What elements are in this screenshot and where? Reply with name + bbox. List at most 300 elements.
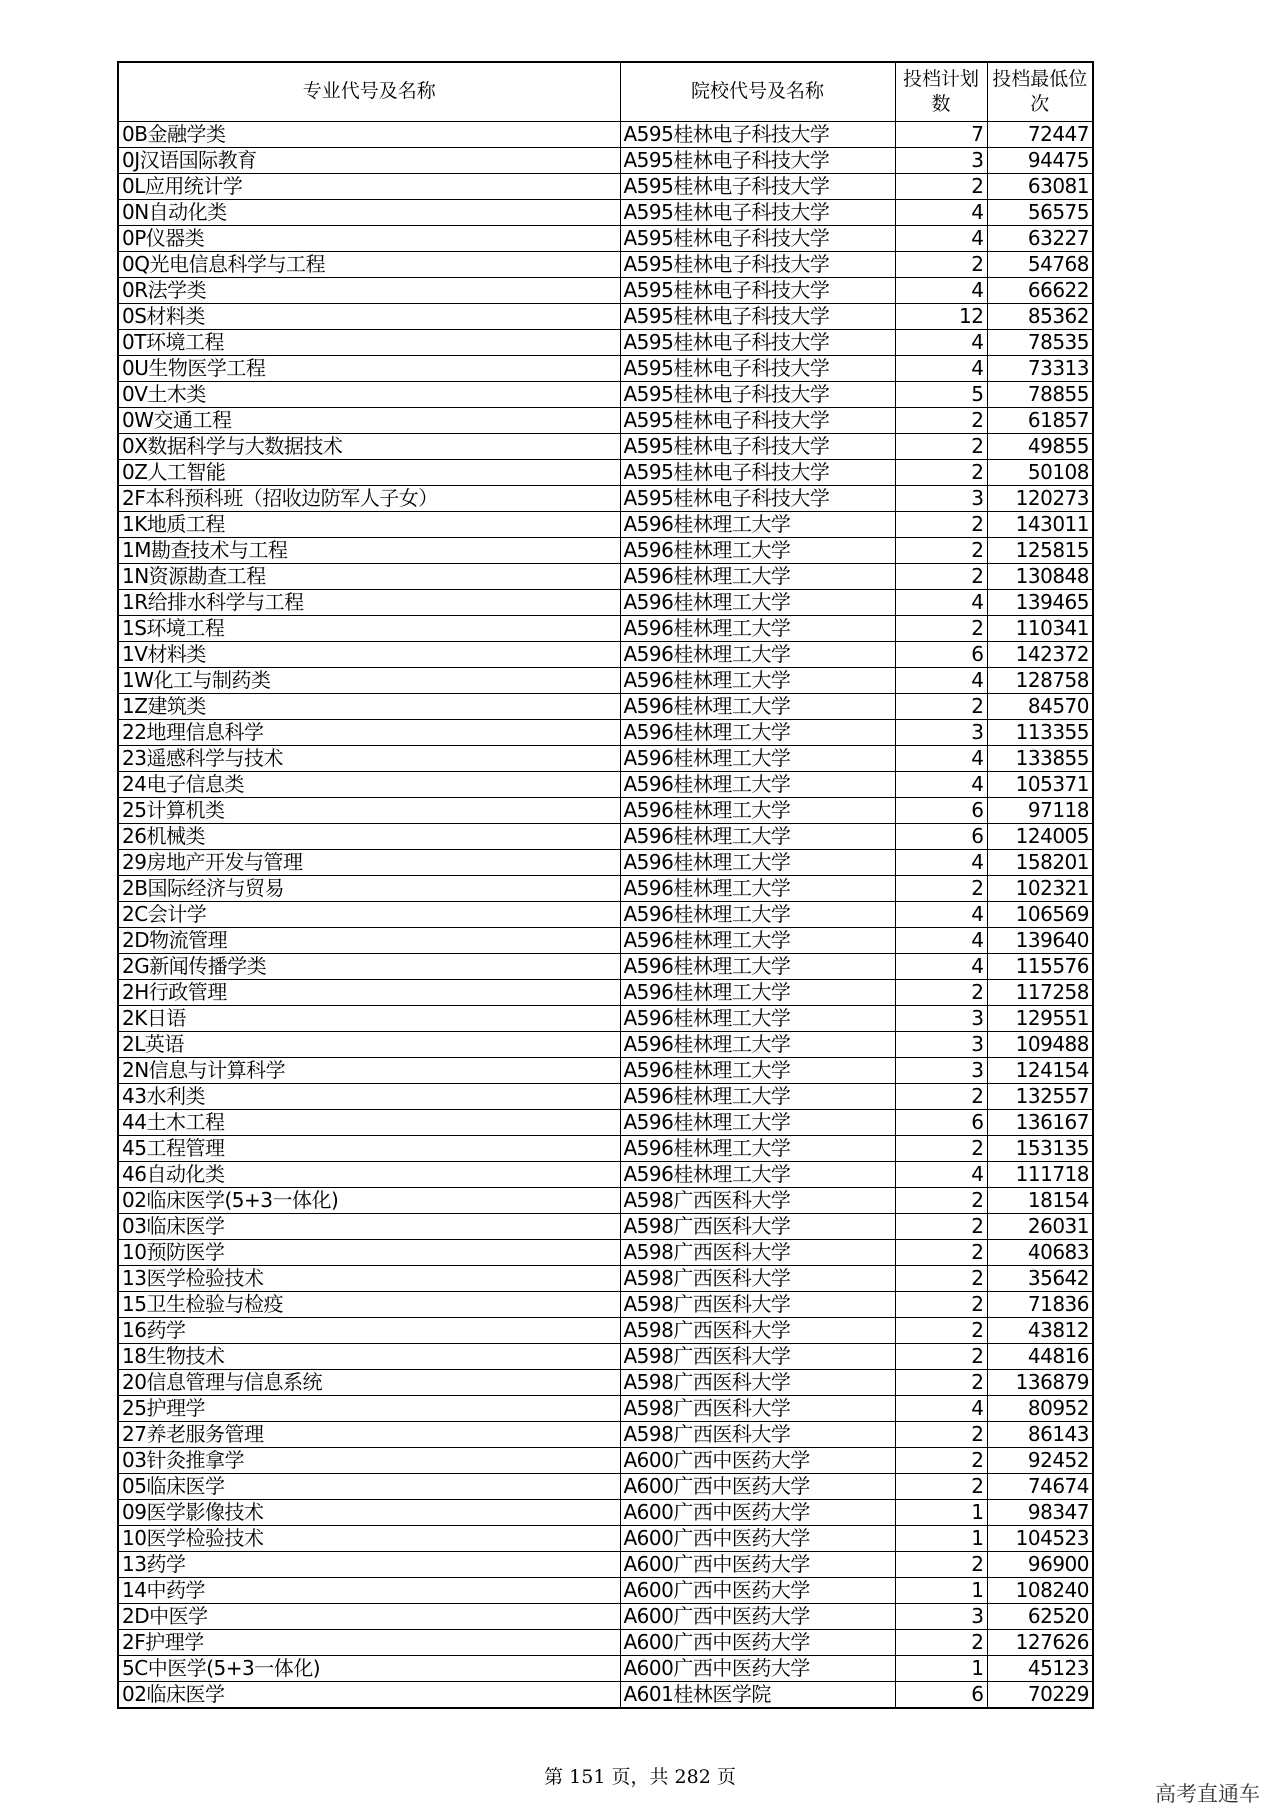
rank-cell: 80952 (987, 1395, 1093, 1421)
school-cell: A595桂林电子科技大学 (620, 173, 895, 199)
table-row (118, 173, 1093, 199)
school-cell: A598广西医科大学 (620, 1395, 895, 1421)
plan-cell: 4 (895, 953, 987, 979)
rank-cell: 110341 (987, 615, 1093, 641)
rank-cell: 72447 (987, 121, 1093, 147)
plan-cell: 2 (895, 693, 987, 719)
plan-cell: 7 (895, 121, 987, 147)
table-row (118, 1083, 1093, 1109)
rank-cell: 115576 (987, 953, 1093, 979)
table-row (118, 433, 1093, 459)
rank-cell: 108240 (987, 1577, 1093, 1603)
plan-cell: 6 (895, 1681, 987, 1708)
admission-table (117, 61, 1094, 1709)
rank-cell: 84570 (987, 693, 1093, 719)
rank-cell: 70229 (987, 1681, 1093, 1708)
school-cell: A595桂林电子科技大学 (620, 433, 895, 459)
major-cell: 0N自动化类 (118, 199, 620, 225)
major-cell: 13药学 (118, 1551, 620, 1577)
plan-cell: 2 (895, 1421, 987, 1447)
table-row (118, 303, 1093, 329)
rank-cell: 78535 (987, 329, 1093, 355)
school-cell: A598广西医科大学 (620, 1265, 895, 1291)
table-row (118, 1135, 1093, 1161)
plan-cell: 6 (895, 641, 987, 667)
table-row (118, 979, 1093, 1005)
table-body (118, 121, 1093, 1708)
rank-cell: 102321 (987, 875, 1093, 901)
school-cell: A596桂林理工大学 (620, 1005, 895, 1031)
rank-cell: 49855 (987, 433, 1093, 459)
watermark: 高考直通车 (1155, 1782, 1260, 1806)
rank-cell: 136879 (987, 1369, 1093, 1395)
plan-cell: 2 (895, 1135, 987, 1161)
rank-cell: 128758 (987, 667, 1093, 693)
school-cell: A596桂林理工大学 (620, 927, 895, 953)
major-cell: 18生物技术 (118, 1343, 620, 1369)
header-school: 院校代号及名称 (620, 62, 895, 121)
rank-cell: 56575 (987, 199, 1093, 225)
plan-cell: 2 (895, 1629, 987, 1655)
rank-cell: 143011 (987, 511, 1093, 537)
rank-cell: 142372 (987, 641, 1093, 667)
plan-cell: 4 (895, 901, 987, 927)
plan-cell: 2 (895, 1447, 987, 1473)
plan-cell: 4 (895, 1395, 987, 1421)
school-cell: A596桂林理工大学 (620, 1109, 895, 1135)
major-cell: 1V材料类 (118, 641, 620, 667)
school-cell: A596桂林理工大学 (620, 771, 895, 797)
table-row (118, 1265, 1093, 1291)
table-row (118, 1213, 1093, 1239)
school-cell: A595桂林电子科技大学 (620, 355, 895, 381)
table-row (118, 147, 1093, 173)
school-cell: A600广西中医药大学 (620, 1525, 895, 1551)
rank-cell: 124154 (987, 1057, 1093, 1083)
table-row (118, 1317, 1093, 1343)
table-row (118, 1551, 1093, 1577)
rank-cell: 136167 (987, 1109, 1093, 1135)
rank-cell: 139465 (987, 589, 1093, 615)
major-cell: 0X数据科学与大数据技术 (118, 433, 620, 459)
table-row (118, 745, 1093, 771)
rank-cell: 97118 (987, 797, 1093, 823)
school-cell: A596桂林理工大学 (620, 823, 895, 849)
table-row (118, 485, 1093, 511)
plan-cell: 4 (895, 849, 987, 875)
school-cell: A600广西中医药大学 (620, 1551, 895, 1577)
table-row (118, 1473, 1093, 1499)
plan-cell: 2 (895, 459, 987, 485)
plan-cell: 4 (895, 199, 987, 225)
plan-cell: 2 (895, 1083, 987, 1109)
rank-cell: 130848 (987, 563, 1093, 589)
rank-cell: 127626 (987, 1629, 1093, 1655)
plan-cell: 2 (895, 1343, 987, 1369)
plan-cell: 4 (895, 1161, 987, 1187)
major-cell: 43水利类 (118, 1083, 620, 1109)
major-cell: 1M勘查技术与工程 (118, 537, 620, 563)
table-row (118, 199, 1093, 225)
rank-cell: 54768 (987, 251, 1093, 277)
school-cell: A595桂林电子科技大学 (620, 225, 895, 251)
major-cell: 23遥感科学与技术 (118, 745, 620, 771)
plan-cell: 2 (895, 1291, 987, 1317)
header-rank: 投档最低位次 (987, 62, 1093, 121)
plan-cell: 2 (895, 537, 987, 563)
school-cell: A596桂林理工大学 (620, 1057, 895, 1083)
major-cell: 10预防医学 (118, 1239, 620, 1265)
table-row (118, 1421, 1093, 1447)
major-cell: 46自动化类 (118, 1161, 620, 1187)
table-row (118, 1369, 1093, 1395)
table-row (118, 225, 1093, 251)
rank-cell: 104523 (987, 1525, 1093, 1551)
school-cell: A595桂林电子科技大学 (620, 277, 895, 303)
major-cell: 2N信息与计算科学 (118, 1057, 620, 1083)
table-row (118, 1603, 1093, 1629)
school-cell: A600广西中医药大学 (620, 1655, 895, 1681)
table-row (118, 797, 1093, 823)
school-cell: A596桂林理工大学 (620, 1031, 895, 1057)
rank-cell: 86143 (987, 1421, 1093, 1447)
rank-cell: 105371 (987, 771, 1093, 797)
table-row (118, 277, 1093, 303)
school-cell: A601桂林医学院 (620, 1681, 895, 1708)
plan-cell: 5 (895, 381, 987, 407)
plan-cell: 2 (895, 1239, 987, 1265)
plan-cell: 6 (895, 797, 987, 823)
plan-cell: 4 (895, 745, 987, 771)
major-cell: 14中药学 (118, 1577, 620, 1603)
table-row (118, 459, 1093, 485)
rank-cell: 73313 (987, 355, 1093, 381)
rank-cell: 78855 (987, 381, 1093, 407)
table-row (118, 1681, 1093, 1708)
table-row (118, 823, 1093, 849)
major-cell: 10医学检验技术 (118, 1525, 620, 1551)
table-row (118, 771, 1093, 797)
table-row (118, 1291, 1093, 1317)
school-cell: A600广西中医药大学 (620, 1499, 895, 1525)
table-row (118, 667, 1093, 693)
plan-cell: 2 (895, 1551, 987, 1577)
major-cell: 2C会计学 (118, 901, 620, 927)
rank-cell: 63081 (987, 173, 1093, 199)
plan-cell: 2 (895, 511, 987, 537)
major-cell: 27养老服务管理 (118, 1421, 620, 1447)
plan-cell: 3 (895, 1057, 987, 1083)
plan-cell: 4 (895, 667, 987, 693)
school-cell: A596桂林理工大学 (620, 537, 895, 563)
school-cell: A596桂林理工大学 (620, 563, 895, 589)
plan-cell: 6 (895, 1109, 987, 1135)
plan-cell: 2 (895, 1265, 987, 1291)
school-cell: A596桂林理工大学 (620, 1083, 895, 1109)
plan-cell: 2 (895, 1369, 987, 1395)
school-cell: A598广西医科大学 (620, 1369, 895, 1395)
school-cell: A598广西医科大学 (620, 1187, 895, 1213)
rank-cell: 50108 (987, 459, 1093, 485)
table-row (118, 329, 1093, 355)
rank-cell: 113355 (987, 719, 1093, 745)
major-cell: 02临床医学 (118, 1681, 620, 1708)
table-row (118, 1395, 1093, 1421)
plan-cell: 1 (895, 1577, 987, 1603)
major-cell: 1S环境工程 (118, 615, 620, 641)
table-row (118, 1525, 1093, 1551)
major-cell: 2K日语 (118, 1005, 620, 1031)
school-cell: A596桂林理工大学 (620, 589, 895, 615)
school-cell: A595桂林电子科技大学 (620, 121, 895, 147)
school-cell: A596桂林理工大学 (620, 693, 895, 719)
plan-cell: 2 (895, 251, 987, 277)
major-cell: 26机械类 (118, 823, 620, 849)
major-cell: 1R给排水科学与工程 (118, 589, 620, 615)
school-cell: A596桂林理工大学 (620, 901, 895, 927)
rank-cell: 125815 (987, 537, 1093, 563)
major-cell: 2G新闻传播学类 (118, 953, 620, 979)
major-cell: 0S材料类 (118, 303, 620, 329)
table-row (118, 121, 1093, 147)
table-row (118, 511, 1093, 537)
major-cell: 09医学影像技术 (118, 1499, 620, 1525)
school-cell: A598广西医科大学 (620, 1343, 895, 1369)
rank-cell: 94475 (987, 147, 1093, 173)
plan-cell: 4 (895, 771, 987, 797)
admission-table-container (117, 61, 1092, 1709)
rank-cell: 85362 (987, 303, 1093, 329)
major-cell: 1Z建筑类 (118, 693, 620, 719)
school-cell: A598广西医科大学 (620, 1239, 895, 1265)
major-cell: 24电子信息类 (118, 771, 620, 797)
major-cell: 2F护理学 (118, 1629, 620, 1655)
plan-cell: 2 (895, 979, 987, 1005)
school-cell: A600广西中医药大学 (620, 1447, 895, 1473)
table-row (118, 563, 1093, 589)
major-cell: 13医学检验技术 (118, 1265, 620, 1291)
school-cell: A600广西中医药大学 (620, 1473, 895, 1499)
major-cell: 25护理学 (118, 1395, 620, 1421)
rank-cell: 124005 (987, 823, 1093, 849)
school-cell: A595桂林电子科技大学 (620, 459, 895, 485)
rank-cell: 120273 (987, 485, 1093, 511)
school-cell: A600广西中医药大学 (620, 1629, 895, 1655)
plan-cell: 3 (895, 719, 987, 745)
plan-cell: 6 (895, 823, 987, 849)
rank-cell: 133855 (987, 745, 1093, 771)
plan-cell: 2 (895, 407, 987, 433)
major-cell: 44土木工程 (118, 1109, 620, 1135)
table-header-row (118, 62, 1093, 121)
school-cell: A596桂林理工大学 (620, 875, 895, 901)
plan-cell: 2 (895, 1213, 987, 1239)
table-row (118, 693, 1093, 719)
major-cell: 0J汉语国际教育 (118, 147, 620, 173)
school-cell: A596桂林理工大学 (620, 641, 895, 667)
rank-cell: 35642 (987, 1265, 1093, 1291)
school-cell: A595桂林电子科技大学 (620, 199, 895, 225)
plan-cell: 1 (895, 1525, 987, 1551)
major-cell: 05临床医学 (118, 1473, 620, 1499)
major-cell: 0Z人工智能 (118, 459, 620, 485)
plan-cell: 3 (895, 1005, 987, 1031)
major-cell: 0Q光电信息科学与工程 (118, 251, 620, 277)
plan-cell: 2 (895, 615, 987, 641)
plan-cell: 2 (895, 1473, 987, 1499)
school-cell: A600广西中医药大学 (620, 1577, 895, 1603)
school-cell: A596桂林理工大学 (620, 953, 895, 979)
school-cell: A595桂林电子科技大学 (620, 381, 895, 407)
major-cell: 20信息管理与信息系统 (118, 1369, 620, 1395)
table-row (118, 953, 1093, 979)
major-cell: 0W交通工程 (118, 407, 620, 433)
table-row (118, 355, 1093, 381)
table-row (118, 875, 1093, 901)
major-cell: 03临床医学 (118, 1213, 620, 1239)
table-row (118, 1057, 1093, 1083)
school-cell: A596桂林理工大学 (620, 511, 895, 537)
table-row (118, 1031, 1093, 1057)
school-cell: A596桂林理工大学 (620, 1161, 895, 1187)
rank-cell: 111718 (987, 1161, 1093, 1187)
plan-cell: 4 (895, 277, 987, 303)
rank-cell: 26031 (987, 1213, 1093, 1239)
rank-cell: 40683 (987, 1239, 1093, 1265)
major-cell: 2D物流管理 (118, 927, 620, 953)
plan-cell: 4 (895, 927, 987, 953)
rank-cell: 74674 (987, 1473, 1093, 1499)
major-cell: 2D中医学 (118, 1603, 620, 1629)
school-cell: A598广西医科大学 (620, 1317, 895, 1343)
major-cell: 15卫生检验与检疫 (118, 1291, 620, 1317)
major-cell: 1K地质工程 (118, 511, 620, 537)
rank-cell: 98347 (987, 1499, 1093, 1525)
table-row (118, 719, 1093, 745)
plan-cell: 4 (895, 589, 987, 615)
major-cell: 5C中医学(5+3一体化) (118, 1655, 620, 1681)
header-major: 专业代号及名称 (118, 62, 620, 121)
table-row (118, 849, 1093, 875)
table-row (118, 251, 1093, 277)
plan-cell: 3 (895, 147, 987, 173)
plan-cell: 2 (895, 173, 987, 199)
rank-cell: 158201 (987, 849, 1093, 875)
rank-cell: 44816 (987, 1343, 1093, 1369)
table-row (118, 381, 1093, 407)
school-cell: A595桂林电子科技大学 (620, 407, 895, 433)
rank-cell: 71836 (987, 1291, 1093, 1317)
rank-cell: 117258 (987, 979, 1093, 1005)
major-cell: 2F本科预科班（招收边防军人子女） (118, 485, 620, 511)
rank-cell: 139640 (987, 927, 1093, 953)
table-row (118, 927, 1093, 953)
plan-cell: 3 (895, 485, 987, 511)
school-cell: A596桂林理工大学 (620, 745, 895, 771)
plan-cell: 4 (895, 355, 987, 381)
plan-cell: 1 (895, 1655, 987, 1681)
major-cell: 2B国际经济与贸易 (118, 875, 620, 901)
major-cell: 1W化工与制药类 (118, 667, 620, 693)
plan-cell: 3 (895, 1603, 987, 1629)
plan-cell: 1 (895, 1499, 987, 1525)
school-cell: A598广西医科大学 (620, 1291, 895, 1317)
school-cell: A596桂林理工大学 (620, 979, 895, 1005)
table-row (118, 1343, 1093, 1369)
table-row (118, 1005, 1093, 1031)
table-row (118, 641, 1093, 667)
rank-cell: 109488 (987, 1031, 1093, 1057)
plan-cell: 2 (895, 1187, 987, 1213)
major-cell: 1N资源勘查工程 (118, 563, 620, 589)
major-cell: 45工程管理 (118, 1135, 620, 1161)
plan-cell: 3 (895, 1031, 987, 1057)
school-cell: A596桂林理工大学 (620, 1135, 895, 1161)
school-cell: A595桂林电子科技大学 (620, 485, 895, 511)
rank-cell: 62520 (987, 1603, 1093, 1629)
rank-cell: 129551 (987, 1005, 1093, 1031)
plan-cell: 2 (895, 1317, 987, 1343)
plan-cell: 2 (895, 563, 987, 589)
rank-cell: 63227 (987, 225, 1093, 251)
header-plan: 投档计划数 (895, 62, 987, 121)
major-cell: 2H行政管理 (118, 979, 620, 1005)
rank-cell: 61857 (987, 407, 1093, 433)
table-row (118, 1499, 1093, 1525)
school-cell: A595桂林电子科技大学 (620, 147, 895, 173)
major-cell: 0L应用统计学 (118, 173, 620, 199)
school-cell: A596桂林理工大学 (620, 797, 895, 823)
school-cell: A595桂林电子科技大学 (620, 329, 895, 355)
page-footer: 第 151 页，共 282 页 (544, 1766, 736, 1788)
plan-cell: 12 (895, 303, 987, 329)
major-cell: 16药学 (118, 1317, 620, 1343)
school-cell: A596桂林理工大学 (620, 615, 895, 641)
table-row (118, 1447, 1093, 1473)
major-cell: 29房地产开发与管理 (118, 849, 620, 875)
major-cell: 22地理信息科学 (118, 719, 620, 745)
school-cell: A595桂林电子科技大学 (620, 251, 895, 277)
major-cell: 0P仪器类 (118, 225, 620, 251)
rank-cell: 43812 (987, 1317, 1093, 1343)
plan-cell: 4 (895, 329, 987, 355)
rank-cell: 18154 (987, 1187, 1093, 1213)
plan-cell: 2 (895, 433, 987, 459)
rank-cell: 96900 (987, 1551, 1093, 1577)
major-cell: 02临床医学(5+3一体化) (118, 1187, 620, 1213)
table-row (118, 1187, 1093, 1213)
rank-cell: 66622 (987, 277, 1093, 303)
school-cell: A596桂林理工大学 (620, 719, 895, 745)
rank-cell: 106569 (987, 901, 1093, 927)
school-cell: A596桂林理工大学 (620, 849, 895, 875)
major-cell: 0U生物医学工程 (118, 355, 620, 381)
rank-cell: 92452 (987, 1447, 1093, 1473)
table-row (118, 407, 1093, 433)
major-cell: 0V土木类 (118, 381, 620, 407)
plan-cell: 2 (895, 875, 987, 901)
table-row (118, 1109, 1093, 1135)
school-cell: A596桂林理工大学 (620, 667, 895, 693)
major-cell: 0R法学类 (118, 277, 620, 303)
table-row (118, 1161, 1093, 1187)
table-row (118, 615, 1093, 641)
plan-cell: 4 (895, 225, 987, 251)
table-row (118, 589, 1093, 615)
school-cell: A600广西中医药大学 (620, 1603, 895, 1629)
major-cell: 03针灸推拿学 (118, 1447, 620, 1473)
school-cell: A595桂林电子科技大学 (620, 303, 895, 329)
